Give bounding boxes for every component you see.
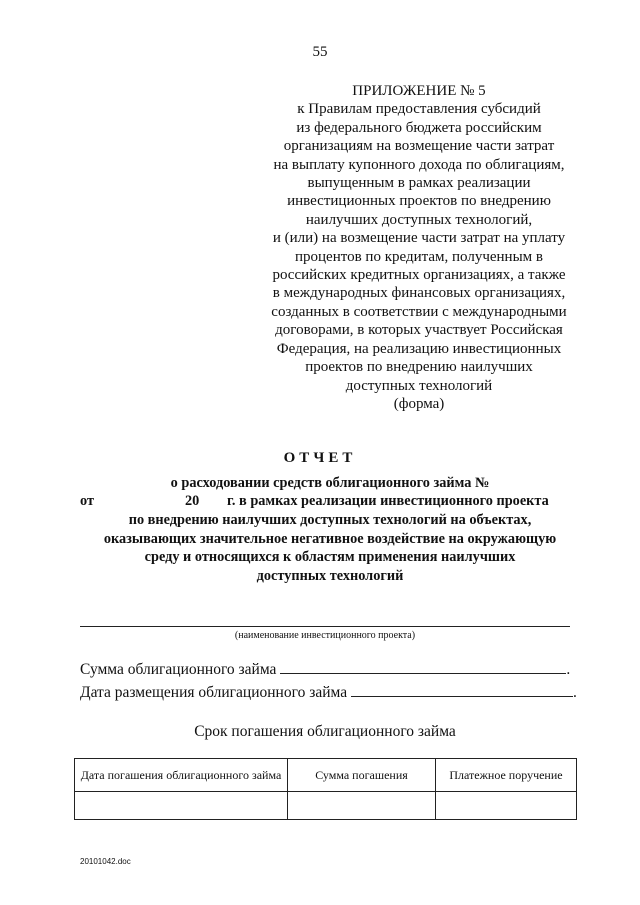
subtitle-from: от [80, 492, 94, 509]
bond-sum-period: . [566, 661, 571, 678]
subtitle-line: г. в рамках реализации инвестиционного проекта [227, 492, 549, 509]
table-header-row [75, 759, 577, 792]
table-cell[interactable] [75, 792, 288, 820]
header-cell: Платежное поручение [436, 759, 577, 792]
appendix-line: организациям на возмещение части затрат [283, 138, 555, 155]
header-cell: Сумма погашения [288, 759, 436, 792]
subtitle-year: 20 [185, 492, 200, 509]
table-cell[interactable] [288, 792, 436, 820]
section-title: Срок погашения облигационного займа [194, 723, 456, 740]
appendix-line: из федерального бюджета российским [296, 119, 542, 136]
header-cell: Дата погашения облигационного займа [75, 759, 288, 792]
placement-date-period: . [572, 684, 577, 701]
placement-date-field[interactable] [351, 696, 573, 697]
subtitle-line: о расходовании средств облигационного займа № [170, 475, 490, 491]
table-cell[interactable] [436, 792, 577, 820]
file-name-footer: 20101042.doc [80, 857, 131, 866]
appendix-line: наилучших доступных технологий, [305, 211, 533, 228]
report-subtitle [60, 474, 600, 585]
appendix-line: Федерация, на реализацию инвестиционных [276, 340, 562, 357]
subtitle-line: доступных технологий [256, 567, 404, 584]
appendix-line: проектов по внедрению наилучших [305, 359, 533, 376]
page-number: 55 [312, 44, 328, 60]
appendix-line: к Правилам предоставления субсидий [297, 101, 541, 118]
appendix-line: в международных финансовых организациях, [272, 285, 566, 302]
repayment-table [74, 758, 577, 820]
form-label: (форма) [393, 396, 445, 412]
appendix-line: доступных технологий [345, 377, 493, 394]
appendix-line: ПРИЛОЖЕНИЕ № 5 [352, 83, 486, 99]
subtitle-line: оказывающих значительное негативное воздействие на окружающую [103, 530, 557, 547]
appendix-line: инвестиционных проектов по внедрению [287, 193, 551, 210]
bond-sum-row [80, 661, 570, 679]
bond-sum-field[interactable] [280, 673, 566, 674]
table-row [75, 792, 577, 820]
subtitle-line: среду и относящихся к областям применения наилучших [144, 549, 516, 565]
appendix-line: и (или) на возмещение части затрат на уплату [272, 230, 566, 247]
appendix-block [268, 82, 570, 395]
report-title: ОТЧЕТ [283, 450, 357, 466]
bond-sum-label: Сумма облигационного займа [80, 661, 277, 678]
subtitle-line: по внедрению наилучших доступных технологий на объектах, [128, 512, 532, 528]
placement-date-row [80, 684, 577, 702]
appendix-line: договорами, в которых участвует Российская [275, 322, 563, 339]
project-name-caption: (наименование инвестиционного проекта) [234, 630, 416, 641]
appendix-line: созданных в соответствии с международными [271, 303, 567, 320]
appendix-line: выпущенным в рамках реализации [307, 175, 531, 192]
project-name-line[interactable] [80, 626, 570, 627]
placement-date-label: Дата размещения облигационного займа [80, 684, 348, 701]
appendix-line: на выплату купонного дохода по облигациям, [273, 156, 565, 173]
appendix-line: процентов по кредитам, полученным в [295, 248, 543, 265]
appendix-line: российских кредитных организациях, а также [272, 267, 566, 284]
